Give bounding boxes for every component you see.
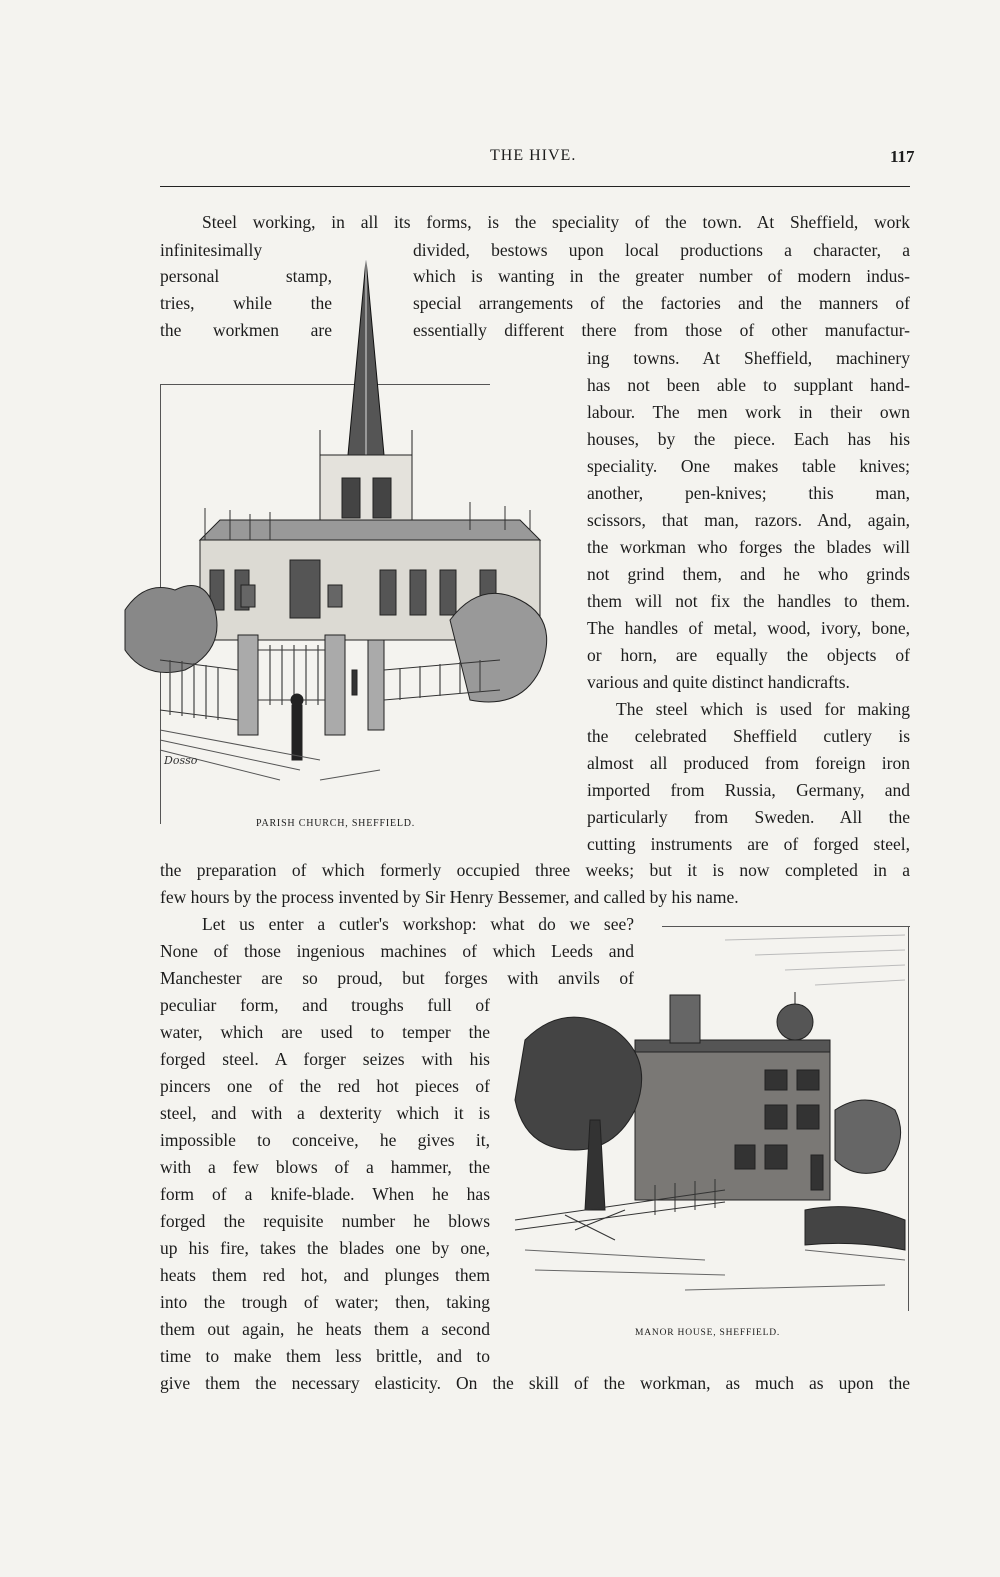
paragraph-line: almost all produced from foreign iron <box>587 753 910 773</box>
paragraph-line: impossible to conceive, he gives it, <box>160 1130 490 1150</box>
paragraph-line: houses, by the piece. Each has his <box>587 429 910 449</box>
paragraph-line: various and quite distinct handicrafts. <box>587 672 850 692</box>
paragraph-line: tries, while the <box>160 293 332 313</box>
paragraph-line: form of a knife-blade. When he has <box>160 1184 490 1204</box>
paragraph-line: the celebrated Sheffield cutlery is <box>587 726 910 746</box>
paragraph-line: or horn, are equally the objects of <box>587 645 910 665</box>
paragraph-line: pincers one of the red hot pieces of <box>160 1076 490 1096</box>
paragraph-line: The handles of metal, wood, ivory, bone, <box>587 618 910 638</box>
paragraph-line: scissors, that man, razors. And, again, <box>587 510 910 530</box>
paragraph-line: not grind them, and he who grinds <box>587 564 910 584</box>
paragraph-line: special arrangements of the factories and the manners of <box>413 293 910 313</box>
paragraph-line: ing towns. At Sheffield, machinery <box>587 348 910 368</box>
paragraph-line: time to make them less brittle, and to <box>160 1346 490 1366</box>
paragraph-line: particularly from Sweden. All the <box>587 807 910 827</box>
paragraph-line: None of those ingenious machines of which Leeds and <box>160 941 634 961</box>
paragraph-line: cutting instruments are of forged steel, <box>587 834 910 854</box>
paragraph-line: Manchester are so proud, but forges with anvils of <box>160 968 634 988</box>
paragraph-line: steel, and with a dexterity which it is <box>160 1103 490 1123</box>
paragraph-line: the preparation of which formerly occupied three weeks; but it is now completed in a <box>160 860 910 880</box>
paragraph-line: the workmen are <box>160 320 332 340</box>
illustration-frame-top <box>662 926 910 927</box>
paragraph-line: heats them red hot, and plunges them <box>160 1265 490 1285</box>
paragraph-line: Steel working, in all its forms, is the speciality of the town. At Sheffield, work <box>202 212 910 232</box>
paragraph-line: labour. The men work in their own <box>587 402 910 422</box>
paragraph-line: few hours by the process invented by Sir Henry Bessemer, and called by his name. <box>160 887 739 907</box>
paragraph-line: the workman who forges the blades will <box>587 537 910 557</box>
paragraph-line: with a few blows of a hammer, the <box>160 1157 490 1177</box>
paragraph-line: personal stamp, <box>160 266 332 286</box>
paragraph-line: The steel which is used for making <box>616 699 910 719</box>
paragraph-line: into the trough of water; then, taking <box>160 1292 490 1312</box>
paragraph-line: up his fire, takes the blades one by one, <box>160 1238 490 1258</box>
paragraph-line: infinitesimally <box>160 240 263 260</box>
paragraph-line: them out again, he heats them a second <box>160 1319 490 1339</box>
header-rule <box>160 186 910 187</box>
paragraph-line: give them the necessary elasticity. On the skill of the workman, as much as upon the <box>160 1373 910 1393</box>
running-head: THE HIVE. <box>490 147 577 164</box>
paragraph-line: divided, bestows upon local productions a character, a <box>413 240 910 260</box>
paragraph-line: another, pen-knives; this man, <box>587 483 910 503</box>
paragraph-line: imported from Russia, Germany, and <box>587 780 910 800</box>
paragraph-line: peculiar form, and troughs full of <box>160 995 490 1015</box>
paragraph-line: essentially different there from those of other manufactur- <box>413 320 910 340</box>
paragraph-line: which is wanting in the greater number of modern indus- <box>413 266 910 286</box>
manor-caption: MANOR HOUSE, SHEFFIELD. <box>635 1328 781 1338</box>
paragraph-line: them will not fix the handles to them. <box>587 591 910 611</box>
church-caption: PARISH CHURCH, SHEFFIELD. <box>256 818 416 829</box>
paragraph-line: water, which are used to temper the <box>160 1022 490 1042</box>
church-engraving <box>120 240 560 800</box>
paragraph-line: speciality. One makes table knives; <box>587 456 910 476</box>
paragraph-line: forged the requisite number he blows <box>160 1211 490 1231</box>
page-number: 117 <box>890 147 915 166</box>
engraver-signature: Dosso <box>164 754 198 767</box>
manor-engraving <box>505 930 910 1320</box>
paragraph-line: Let us enter a cutler's workshop: what do we see? <box>202 914 634 934</box>
paragraph-line: has not been able to supplant hand- <box>587 375 910 395</box>
paragraph-line: forged steel. A forger seizes with his <box>160 1049 490 1069</box>
